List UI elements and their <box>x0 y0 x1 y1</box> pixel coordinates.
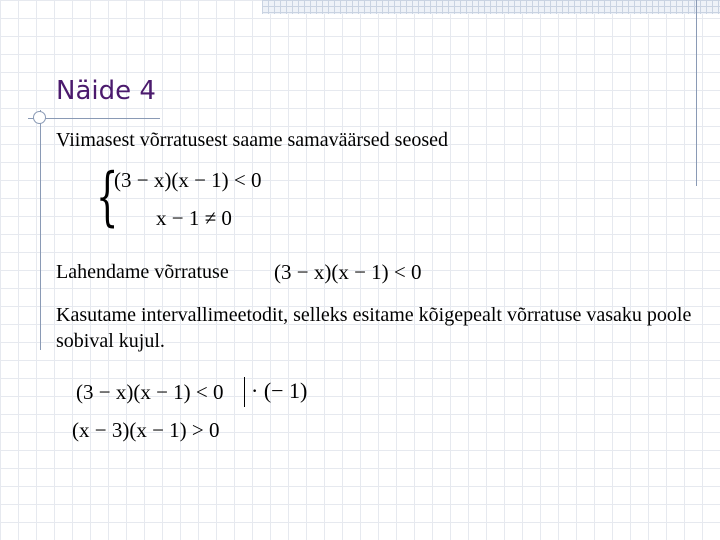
step1-expression: (3 − x)(x − 1) < 0 <box>76 380 224 404</box>
method-paragraph: Kasutame intervallimeetodit, selleks esitame kõigepealt võrratuse vasaku poole sobival kujul. <box>56 304 692 352</box>
multiplication-bar <box>244 377 245 407</box>
step1-multiplier: · (− 1) <box>251 378 308 403</box>
decorative-vertical-line-left <box>40 110 41 350</box>
decorative-grid-corner <box>262 0 720 14</box>
intro-text: Viimasest võrratusest saame samaväärsed seosed <box>56 129 449 151</box>
system-brace: { <box>96 160 119 234</box>
decorative-vertical-line-right <box>696 0 697 186</box>
slide-title: Näide 4 <box>56 76 156 106</box>
title-underline <box>28 118 160 119</box>
system-condition: x − 1 ≠ 0 <box>156 206 232 230</box>
solve-expression: (3 − x)(x − 1) < 0 <box>274 260 422 284</box>
system-inequality: (3 − x)(x − 1) < 0 <box>114 168 262 192</box>
decorative-ring-icon <box>33 111 46 124</box>
step2-expression: (x − 3)(x − 1) > 0 <box>72 418 220 442</box>
solve-label: Lahendame võrratuse <box>56 261 229 283</box>
